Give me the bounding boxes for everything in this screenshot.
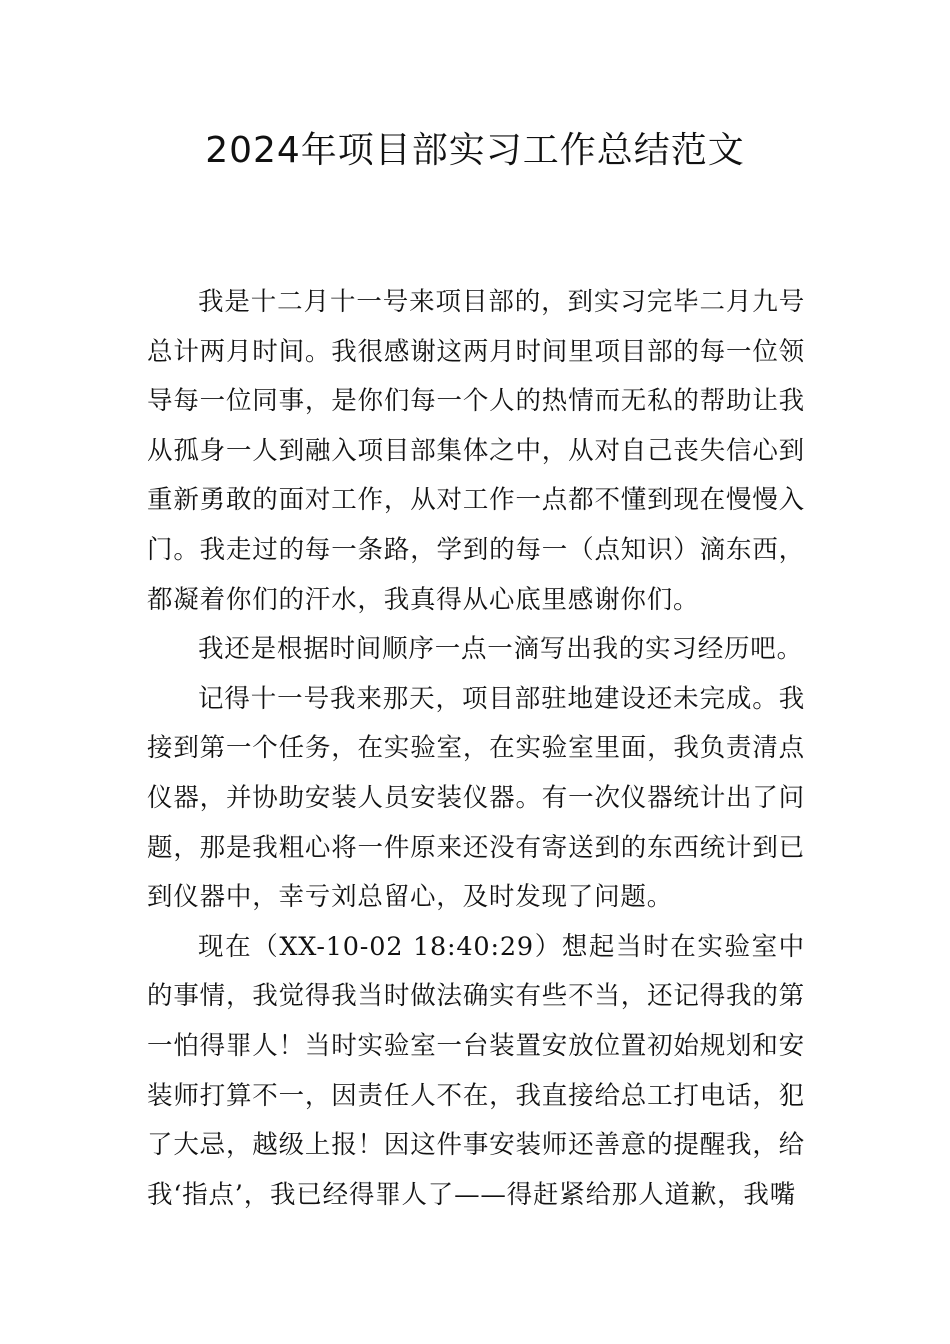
document-body — [147, 278, 805, 1220]
paragraph-1: 我是十二月十一号来项目部的，到实习完毕二月九号总计两月时间。我很感谢这两月时间里项目部的每一位领导每一位同事，是你们每一个人的热情而无私的帮助让我从孤身一人到融入项目部集体之中，从对自己丧失信心到重新勇敢的面对工作，从对工作一点都不懂到现在慢慢入门。我走过的每一条路，学到的每一（点知识）滴东西，都凝着你们的汗水，我真得从心底里感谢你们。 — [147, 287, 805, 615]
document-title: 2024年项目部实习工作总结范文 — [205, 130, 745, 171]
paragraph-2: 我还是根据时间顺序一点一滴写出我的实习经历吧。 — [198, 634, 803, 665]
paragraph-4: 现在（XX-10-02 18:40:29）想起当时在实验室中的事情，我觉得我当时做法确实有些不当，还记得我的第一怕得罪人！当时实验室一台装置安放位置初始规划和安装师打算不一，因责任人不在，我直接给总工打电话，犯了大忌，越级上报！因这件事安装师还善意的提醒我，给我‘指点’，我已经得罪人了——得赶紧给那人道歉，我嘴 — [147, 931, 805, 1210]
paragraph-3: 记得十一号我来那天，项目部驻地建设还未完成。我接到第一个任务，在实验室，在实验室里面，我负责清点仪器，并协助安装人员安装仪器。有一次仪器统计出了问题，那是我粗心将一件原来还没有寄送到的东西统计到已到仪器中，幸亏刘总留心，及时发现了问题。 — [147, 683, 805, 913]
